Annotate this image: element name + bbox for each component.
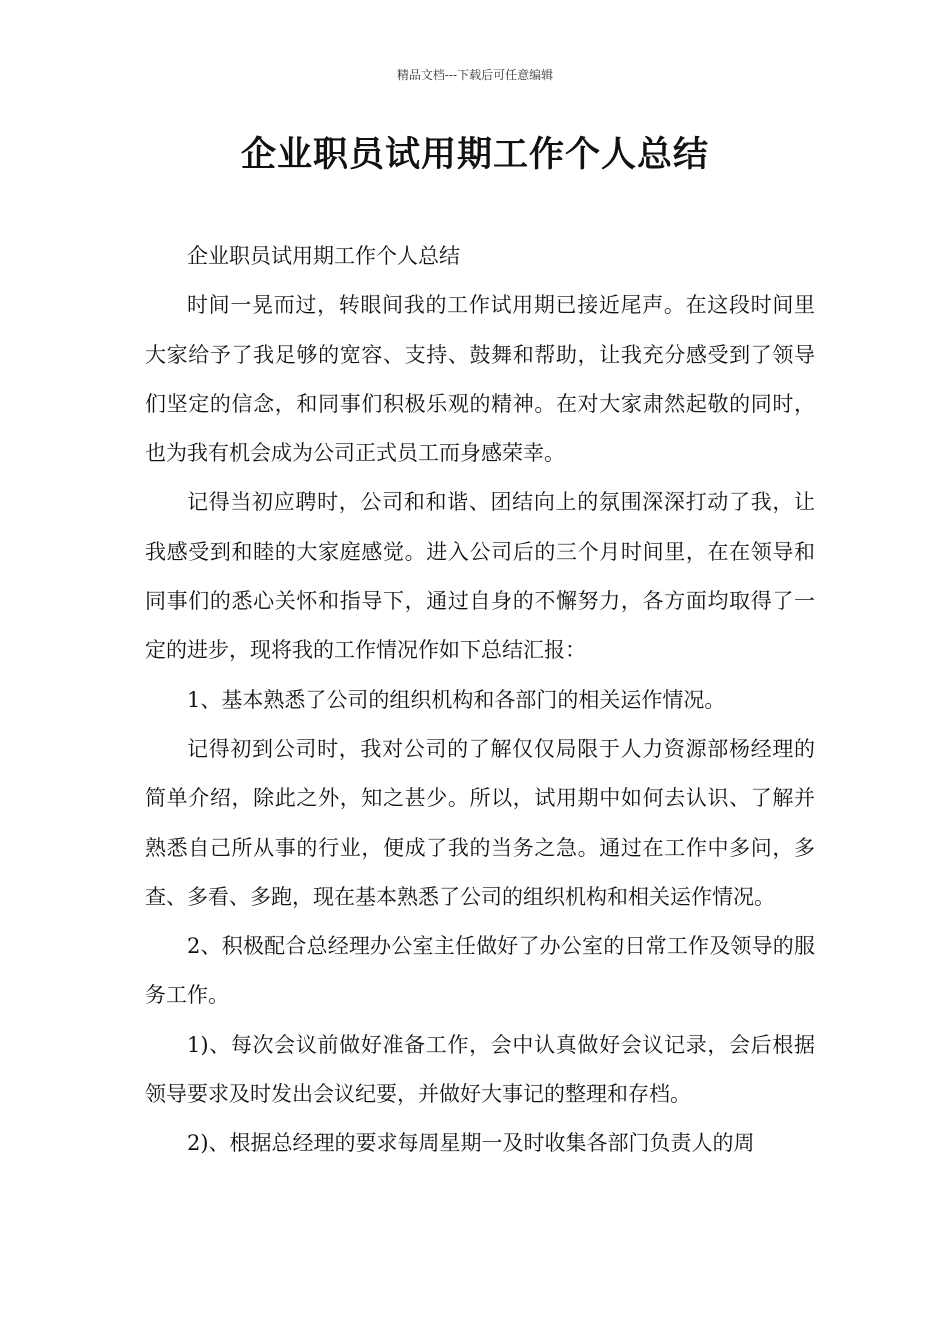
paragraph: 记得当初应聘时，公司和和谐、团结向上的氛围深深打动了我，让我感受到和睦的大家庭感觉。进入公司后的三个月时间里，在在领导和同事们的悉心关怀和指导下，通过自身的不懈努力，各方面均取得了一定的进步，现将我的工作情况作如下总结汇报：	[145, 490, 815, 663]
paragraph: 记得初到公司时，我对公司的了解仅仅局限于人力资源部杨经理的简单介绍，除此之外，知之甚少。所以，试用期中如何去认识、了解并熟悉自己所从事的行业，便成了我的当务之急。通过在工作中多问，多查、多看、多跑，现在基本熟悉了公司的组织机构和相关运作情况。	[145, 736, 815, 909]
paragraph-heading: 1、基本熟悉了公司的组织机构和各部门的相关运作情况。	[187, 687, 726, 712]
paragraph-heading: 2、积极配合总经理办公室主任做好了办公室的日常工作及领导的服务工作。	[145, 934, 815, 1008]
document-title: 企业职员试用期工作个人总结	[240, 134, 709, 175]
document-body	[145, 232, 815, 1169]
header-note: 精品文档---下载后可任意编辑	[396, 68, 554, 82]
paragraph-list-item: 2)、根据总经理的要求每周星期一及时收集各部门负责人的周	[187, 1131, 755, 1156]
paragraph-list-item: 1)、每次会议前做好准备工作，会中认真做好会议记录，会后根据领导要求及时发出会议纪要，并做好大事记的整理和存档。	[145, 1032, 815, 1107]
paragraph: 时间一晃而过，转眼间我的工作试用期已接近尾声。在这段时间里大家给予了我足够的宽容、支持、鼓舞和帮助，让我充分感受到了领导们坚定的信念，和同事们积极乐观的精神。在对大家肃然起敬的同时，也为我有机会成为公司正式员工而身感荣幸。	[145, 293, 815, 466]
paragraph-subtitle: 企业职员试用期工作个人总结	[187, 244, 460, 268]
